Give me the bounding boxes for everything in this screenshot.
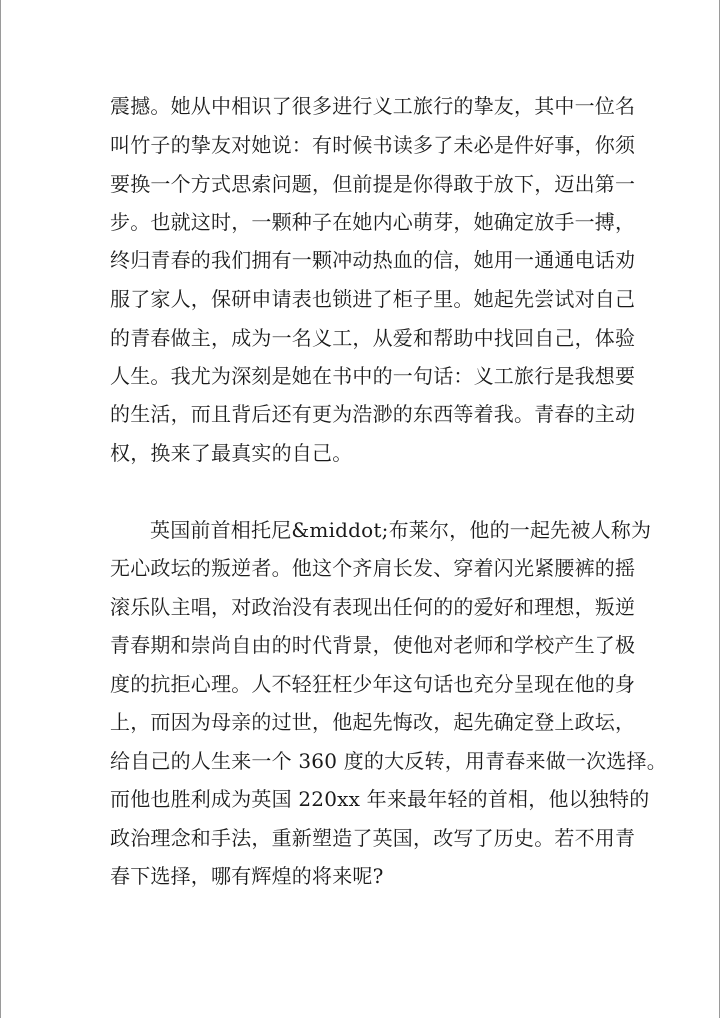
paragraph-1-line-2: 叫竹子的挚友对她说：有时候书读多了未必是件好事，你须 bbox=[110, 133, 636, 157]
paragraph-2-line-3: 滚乐队主唱，对政治没有表现出任何的的爱好和理想，叛逆 bbox=[110, 595, 636, 619]
paragraph-1-line-7: 的青春做主，成为一名义工，从爱和帮助中找回自己，体验 bbox=[110, 326, 636, 350]
paragraph-1-line-1: 震撼。她从中相识了很多进行义工旅行的挚友，其中一位名 bbox=[110, 94, 636, 118]
paragraph-2-line-6: 上，而因为母亲的过世，他起先悔改，起先确定登上政坛， bbox=[110, 710, 636, 734]
paragraph-1-line-3: 要换一个方式思索问题，但前提是你得敢于放下，迈出第一 bbox=[110, 172, 636, 196]
paragraph-2-line-5: 度的抗拒心理。人不轻狂枉少年这句话也充分呈现在他的身 bbox=[110, 672, 636, 696]
paragraph-1-line-5: 终归青春的我们拥有一颗冲动热血的信，她用一通通电话劝 bbox=[110, 248, 636, 272]
paragraph-2-line-10: 春下选择，哪有辉煌的将来呢? bbox=[110, 864, 384, 888]
paragraph-1-line-8: 人生。我尤为深刻是她在书中的一句话：义工旅行是我想要 bbox=[110, 364, 636, 388]
paragraph-1-line-9: 的生活，而且背后还有更为浩渺的东西等着我。青春的主动 bbox=[110, 402, 636, 426]
paragraph-2-line-8: 而他也胜利成为英国 220xx 年来最年轻的首相，他以独特的 bbox=[110, 787, 650, 811]
paragraph-1-line-6: 服了家人，保研申请表也锁进了柜子里。她起先尝试对自己 bbox=[110, 287, 636, 311]
paragraph-1-line-4: 步。也就这时，一颗种子在她内心萌芽，她确定放手一搏， bbox=[110, 210, 636, 234]
paragraph-2-line-2: 无心政坛的叛逆者。他这个齐肩长发、穿着闪光紧腰裤的摇 bbox=[110, 556, 636, 580]
paragraph-2-line-9: 政治理念和手法，重新塑造了英国，改写了历史。若不用青 bbox=[110, 826, 636, 850]
paragraph-1-line-10: 权，换来了最真实的自己。 bbox=[110, 441, 353, 465]
paragraph-2-line-1: 英国前首相托尼&middot;布莱尔，他的一起先被人称为 bbox=[150, 518, 652, 542]
paragraph-2-line-7: 给自己的人生来一个 360 度的大反转，用青春来做一次选择。 bbox=[110, 749, 667, 773]
paragraph-2-line-4: 青春期和崇尚自由的时代背景，使他对老师和学校产生了极 bbox=[110, 633, 636, 657]
